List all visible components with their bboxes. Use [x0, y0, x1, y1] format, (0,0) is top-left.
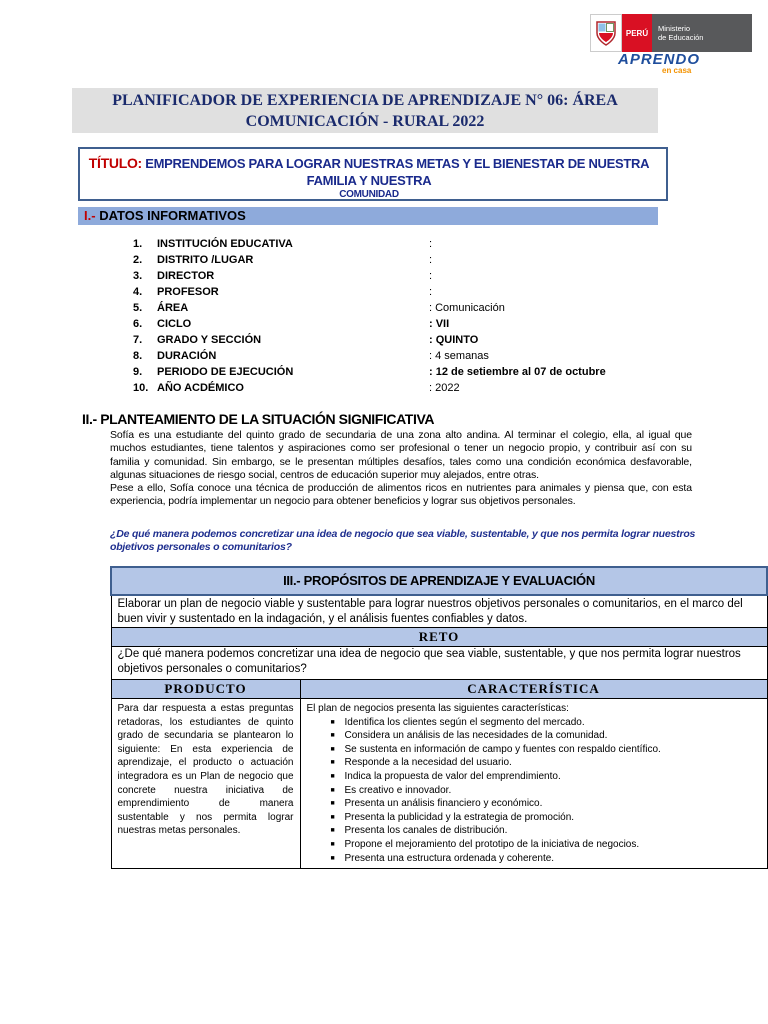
datos-value: :	[429, 270, 433, 282]
datos-num: 3.	[133, 270, 143, 282]
section1-title: I.- DATOS INFORMATIVOS	[84, 208, 246, 223]
datos-value: : 2022	[429, 382, 460, 394]
reto-text: ¿De qué manera podemos concretizar una idea de negocio que sea viable, sustentable, y que nos permita lograr nuestros objetivos personales o comunitarios?	[111, 647, 767, 680]
datos-value: :	[429, 286, 433, 298]
ministerio-label: Ministerio de Educación	[652, 14, 752, 52]
datos-row	[133, 332, 653, 348]
titulo-label: TÍTULO:	[88, 155, 142, 171]
caracteristica-item: ■ Es creativo e innovador.	[331, 784, 761, 798]
situacion-question: ¿De qué manera podemos concretizar una idea de negocio que sea viable, sustentable, y que nos permita lograr nuestros objetivos personales o comunitarios?	[110, 528, 696, 554]
datos-num: 8.	[133, 350, 143, 362]
datos-value: : Comunicación	[429, 302, 505, 314]
datos-value: :	[429, 238, 433, 250]
titulo-text: EMPRENDEMOS PARA LOGRAR NUESTRAS METAS Y EL BIENESTAR DE NUESTRA FAMILIA Y NUESTRA	[145, 156, 650, 188]
caracteristica-item: ■ Se sustenta en información de campo y fuentes con respaldo científico.	[331, 743, 761, 757]
aprendo-en-casa-logo: APRENDO en casa	[618, 51, 701, 75]
producto-text: Para dar respuesta a estas preguntas retadoras, los estudiantes de quinto grado de secundaria se plantearon lo siguiente: En esta experiencia de aprendizaje, el producto o actuación integradora es un Plan de negocio que concrete nuestra iniciativa de emprendimiento de manera sustentable y nos permita lograr nuestras metas personales.	[111, 699, 300, 869]
datos-row	[133, 268, 653, 284]
caracteristica-item: ■ Responde a la necesidad del usuario.	[331, 756, 761, 770]
datos-row	[133, 348, 653, 364]
propositos-table	[110, 566, 768, 869]
datos-key: GRADO Y SECCIÓN	[157, 334, 262, 346]
datos-value: : VII	[429, 318, 450, 330]
datos-row	[133, 236, 653, 252]
section2-title: II.- PLANTEAMIENTO DE LA SITUACIÓN SIGNIFICATIVA	[82, 411, 435, 427]
datos-num: 6.	[133, 318, 143, 330]
datos-num: 4.	[133, 286, 143, 298]
datos-key: CICLO	[157, 318, 192, 330]
datos-num: 10.	[133, 382, 149, 394]
datos-key: INSTITUCIÓN EDUCATIVA	[157, 238, 293, 250]
datos-row	[133, 300, 653, 316]
datos-value: :	[429, 254, 433, 266]
datos-row	[133, 284, 653, 300]
datos-key: ÁREA	[157, 302, 189, 314]
minedu-logo	[590, 14, 752, 75]
caracteristica-intro: El plan de negocios presenta las siguientes características:	[306, 703, 569, 714]
producto-header: PRODUCTO	[111, 680, 300, 699]
titulo-box	[78, 147, 668, 201]
datos-row	[133, 380, 653, 396]
situacion-text: Sofía es una estudiante del quinto grado de secundaria de una zona alto andina. Al terminar el colegio, ella, al igual que muchos estudiantes, tiene talentos y aspiraciones como ser profesional o tener un negocio propio, y contribuir así con su familia y comunidad. Sin embargo, se le presentan múltiples desafíos, tales como una condición económica desfavorable, algunas situaciones de riesgo social, centros de educación superior muy alejados, entre otras. Pese a ello, Sofía conoce una técnica de producción de alimentos ricos en nutrientes para animales y piensa que, con esta experiencia, podría implementar un negocio para obtener beneficios y lograr sus objetivos personales.	[110, 429, 692, 508]
datos-key: DIRECTOR	[157, 270, 215, 282]
caracteristica-item: ■ Propone el mejoramiento del prototipo de la iniciativa de negocios.	[331, 838, 761, 852]
caracteristica-cell	[300, 699, 767, 869]
datos-value: : 4 semanas	[429, 350, 489, 362]
caracteristica-item: ■ Identifica los clientes según el segmento del mercado.	[331, 716, 761, 730]
datos-num: 5.	[133, 302, 143, 314]
section3-title: III.- PROPÓSITOS DE APRENDIZAJE Y EVALUACIÓN	[111, 567, 767, 595]
caracteristica-list	[307, 716, 761, 866]
purpose-text: Elaborar un plan de negocio viable y sustentable para lograr nuestros objetivos personales o comunitarios, en el marco del buen vivir y sustentado en la indagación, y el análisis fuentes confiables y datos.	[111, 595, 767, 628]
datos-key: DURACIÓN	[157, 350, 217, 362]
caracteristica-item: ■ Presenta un análisis financiero y económico.	[331, 797, 761, 811]
datos-key: PROFESOR	[157, 286, 219, 298]
titulo-overflow: COMUNIDAD	[339, 189, 399, 200]
peru-shield-icon	[590, 14, 622, 52]
datos-row	[133, 364, 653, 380]
datos-list	[133, 236, 653, 396]
datos-key: DISTRITO /LUGAR	[157, 254, 254, 266]
datos-key: PERIODO DE EJECUCIÓN	[157, 366, 294, 378]
reto-header: RETO	[111, 628, 767, 647]
datos-num: 9.	[133, 366, 143, 378]
caracteristica-item: ■ Considera un análisis de las necesidades de la comunidad.	[331, 729, 761, 743]
caracteristica-item: ■ Presenta una estructura ordenada y coherente.	[331, 852, 761, 866]
datos-row	[133, 316, 653, 332]
datos-row	[133, 252, 653, 268]
caracteristica-header: CARACTERÍSTICA	[300, 680, 767, 699]
datos-num: 1.	[133, 238, 143, 250]
datos-value: : 12 de setiembre al 07 de octubre	[429, 366, 606, 378]
caracteristica-item: ■ Presenta los canales de distribución.	[331, 824, 761, 838]
datos-num: 7.	[133, 334, 143, 346]
page-title: PLANIFICADOR DE EXPERIENCIA DE APRENDIZAJE N° 06: ÁREA COMUNICACIÓN - RURAL 2022	[112, 92, 618, 130]
peru-label: PERÚ	[622, 14, 652, 52]
datos-value: : QUINTO	[429, 334, 479, 346]
caracteristica-item: ■ Presenta la publicidad y la estrategia de promoción.	[331, 811, 761, 825]
datos-num: 2.	[133, 254, 143, 266]
datos-key: AÑO ACDÉMICO	[157, 382, 244, 394]
caracteristica-item: ■ Indica la propuesta de valor del emprendimiento.	[331, 770, 761, 784]
